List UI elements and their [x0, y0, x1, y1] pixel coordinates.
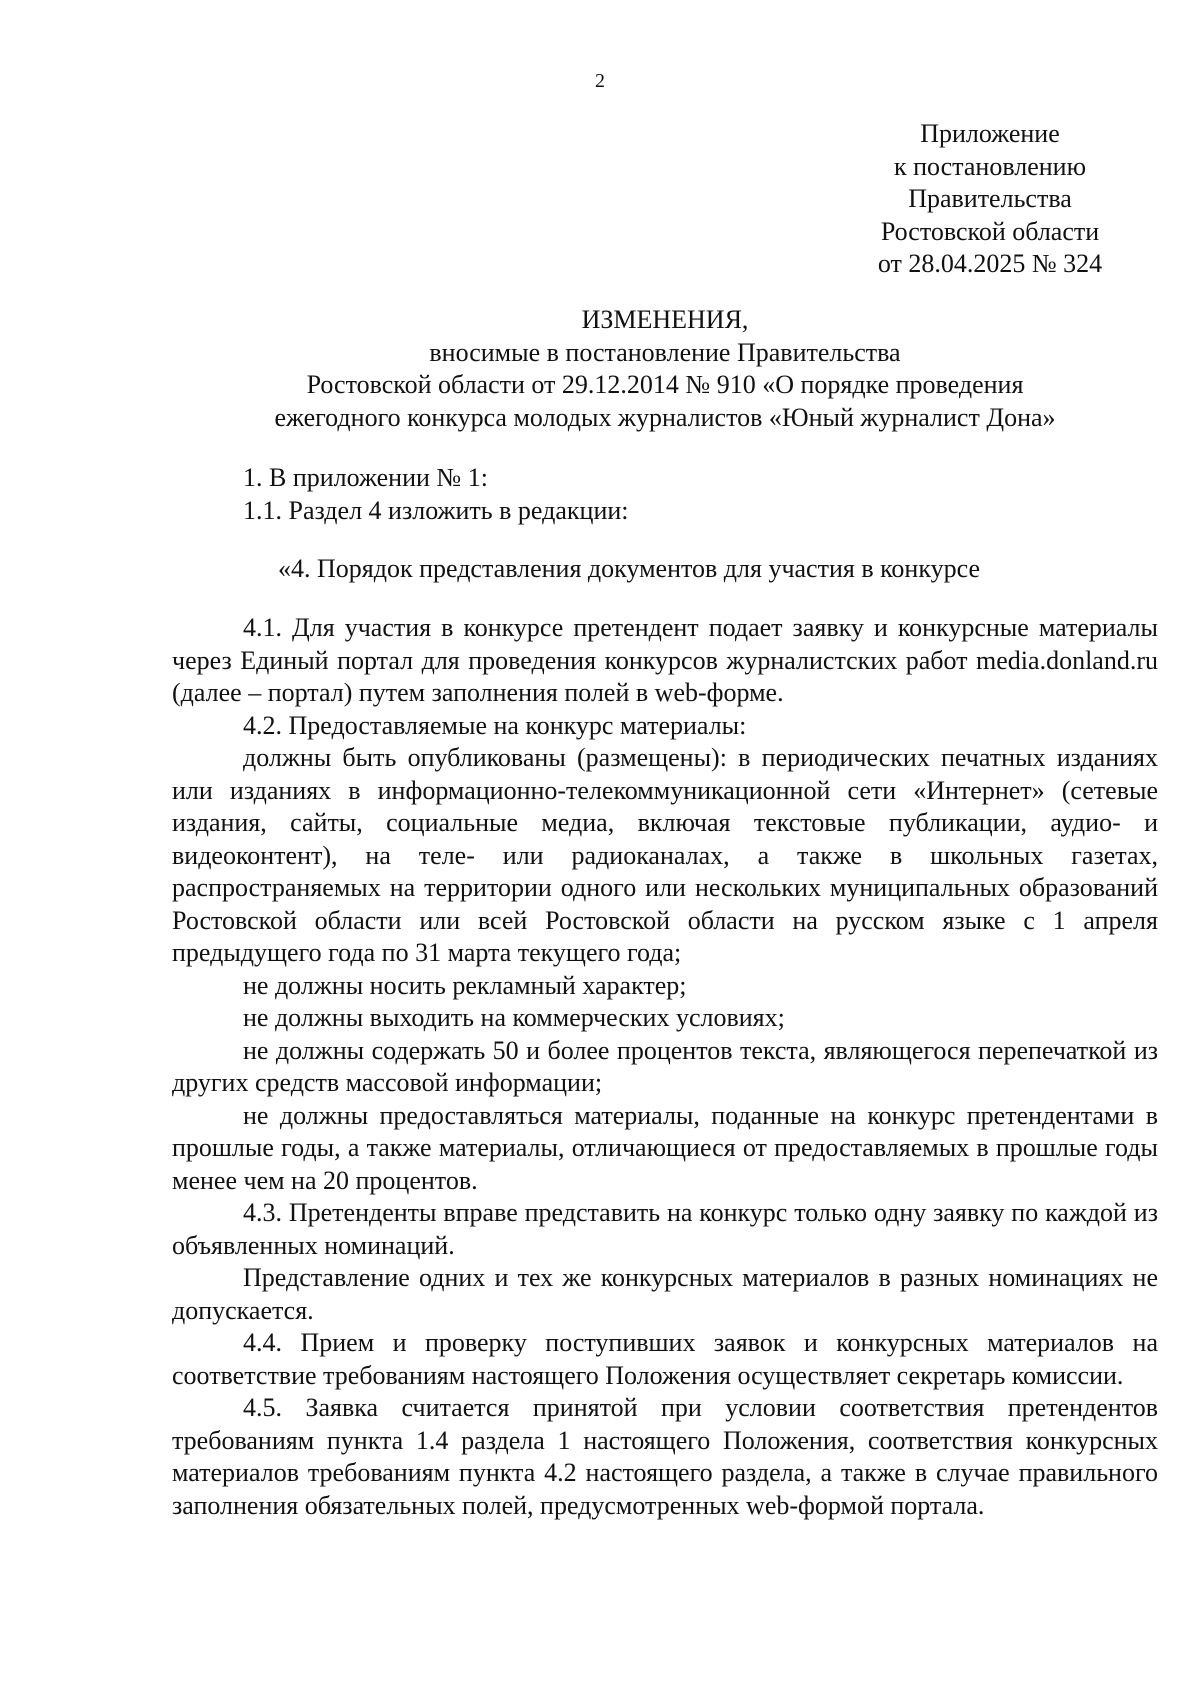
paragraph-4-2-d: не должны содержать 50 и более процентов текста, являющегося перепечаткой из других средств массовой информации;	[172, 1035, 1158, 1097]
title-line: ИЗМЕНЕНИЯ,	[581, 305, 749, 334]
paragraph-4-2-a: должны быть опубликованы (размещены): в периодических печатных изданиях или изданиях в информационно-телекоммуникационной сети «Интернет» (сетевые издания, сайты, социальные медиа, включая текстовые публикации, аудио- и видеоконтент), на теле- или радиоканалах, а также в школьных газетах, распространяемых на территории одного или нескольких муниципальных образований Ростовской области или всей Ростовской области на русском языке с 1 апреля предыдущего года по 31 марта текущего года;	[172, 743, 1158, 967]
paragraph-4-2-e: не должны предоставляться материалы, поданные на конкурс претендентами в прошлые годы, а также материалы, отличающиеся от предоставляемых в прошлые годы менее чем на 20 процентов.	[172, 1100, 1158, 1195]
paragraph-4-2-b: не должны носить рекламный характер;	[243, 970, 687, 1000]
appendix-line: Приложение	[920, 119, 1060, 148]
section-heading: «4. Порядок представления документов для участия в конкурсе	[278, 554, 980, 583]
section-heading-block	[172, 553, 1158, 586]
paragraph-4-1: 4.1. Для участия в конкурсе претендент подает заявку и конкурсные материалы через Единый портал для проведения конкурсов журналистских работ media.donland.ru (далее – портал) путем заполнения полей в web-форме.	[172, 613, 1158, 707]
amendment-items	[172, 462, 1158, 527]
appendix-header	[840, 118, 1140, 281]
appendix-line: Ростовской области	[880, 216, 1100, 246]
page-number: 2	[595, 70, 605, 92]
item-1-1: 1.1. Раздел 4 изложить в редакции:	[243, 495, 629, 525]
paragraph-4-3: 4.3. Претенденты вправе представить на конкурс только одну заявку по каждой из объявленных номинаций.	[172, 1198, 1158, 1260]
section-body	[172, 612, 1158, 1522]
appendix-line: к постановлению	[893, 151, 1087, 181]
title-line: вносимые в постановление Правительства	[429, 337, 901, 367]
appendix-line: от 28.04.2025 № 324	[877, 249, 1103, 278]
paragraph-4-5: 4.5. Заявка считается принятой при условии соответствия претендентов требованиям пункта 1.4 раздела 1 настоящего Положения, соответствия конкурсных материалов требованиям пункта 4.2 настоящего раздела, а также в случае правильного заполнения обязательных полей, предусмотренных web-формой портала.	[172, 1393, 1158, 1520]
paragraph-4-4: 4.4. Прием и проверку поступивших заявок и конкурсных материалов на соответствие требованиям настоящего Положения осуществляет секретарь комиссии.	[172, 1328, 1158, 1390]
item-1: 1. В приложении № 1:	[243, 463, 488, 492]
title-line: Ростовской области от 29.12.2014 № 910 «О порядке проведения	[306, 370, 1024, 399]
paragraph-4-2-c: не должны выходить на коммерческих условиях;	[243, 1003, 785, 1032]
appendix-line: Правительства	[908, 184, 1072, 213]
paragraph-4-3-a: Представление одних и тех же конкурсных материалов в разных номинациях не допускается.	[172, 1263, 1158, 1325]
document-title	[172, 304, 1158, 434]
paragraph-4-2: 4.2. Предоставляемые на конкурс материалы:	[243, 710, 747, 740]
title-line: ежегодного конкурса молодых журналистов «Юный журналист Дона»	[274, 402, 1056, 432]
